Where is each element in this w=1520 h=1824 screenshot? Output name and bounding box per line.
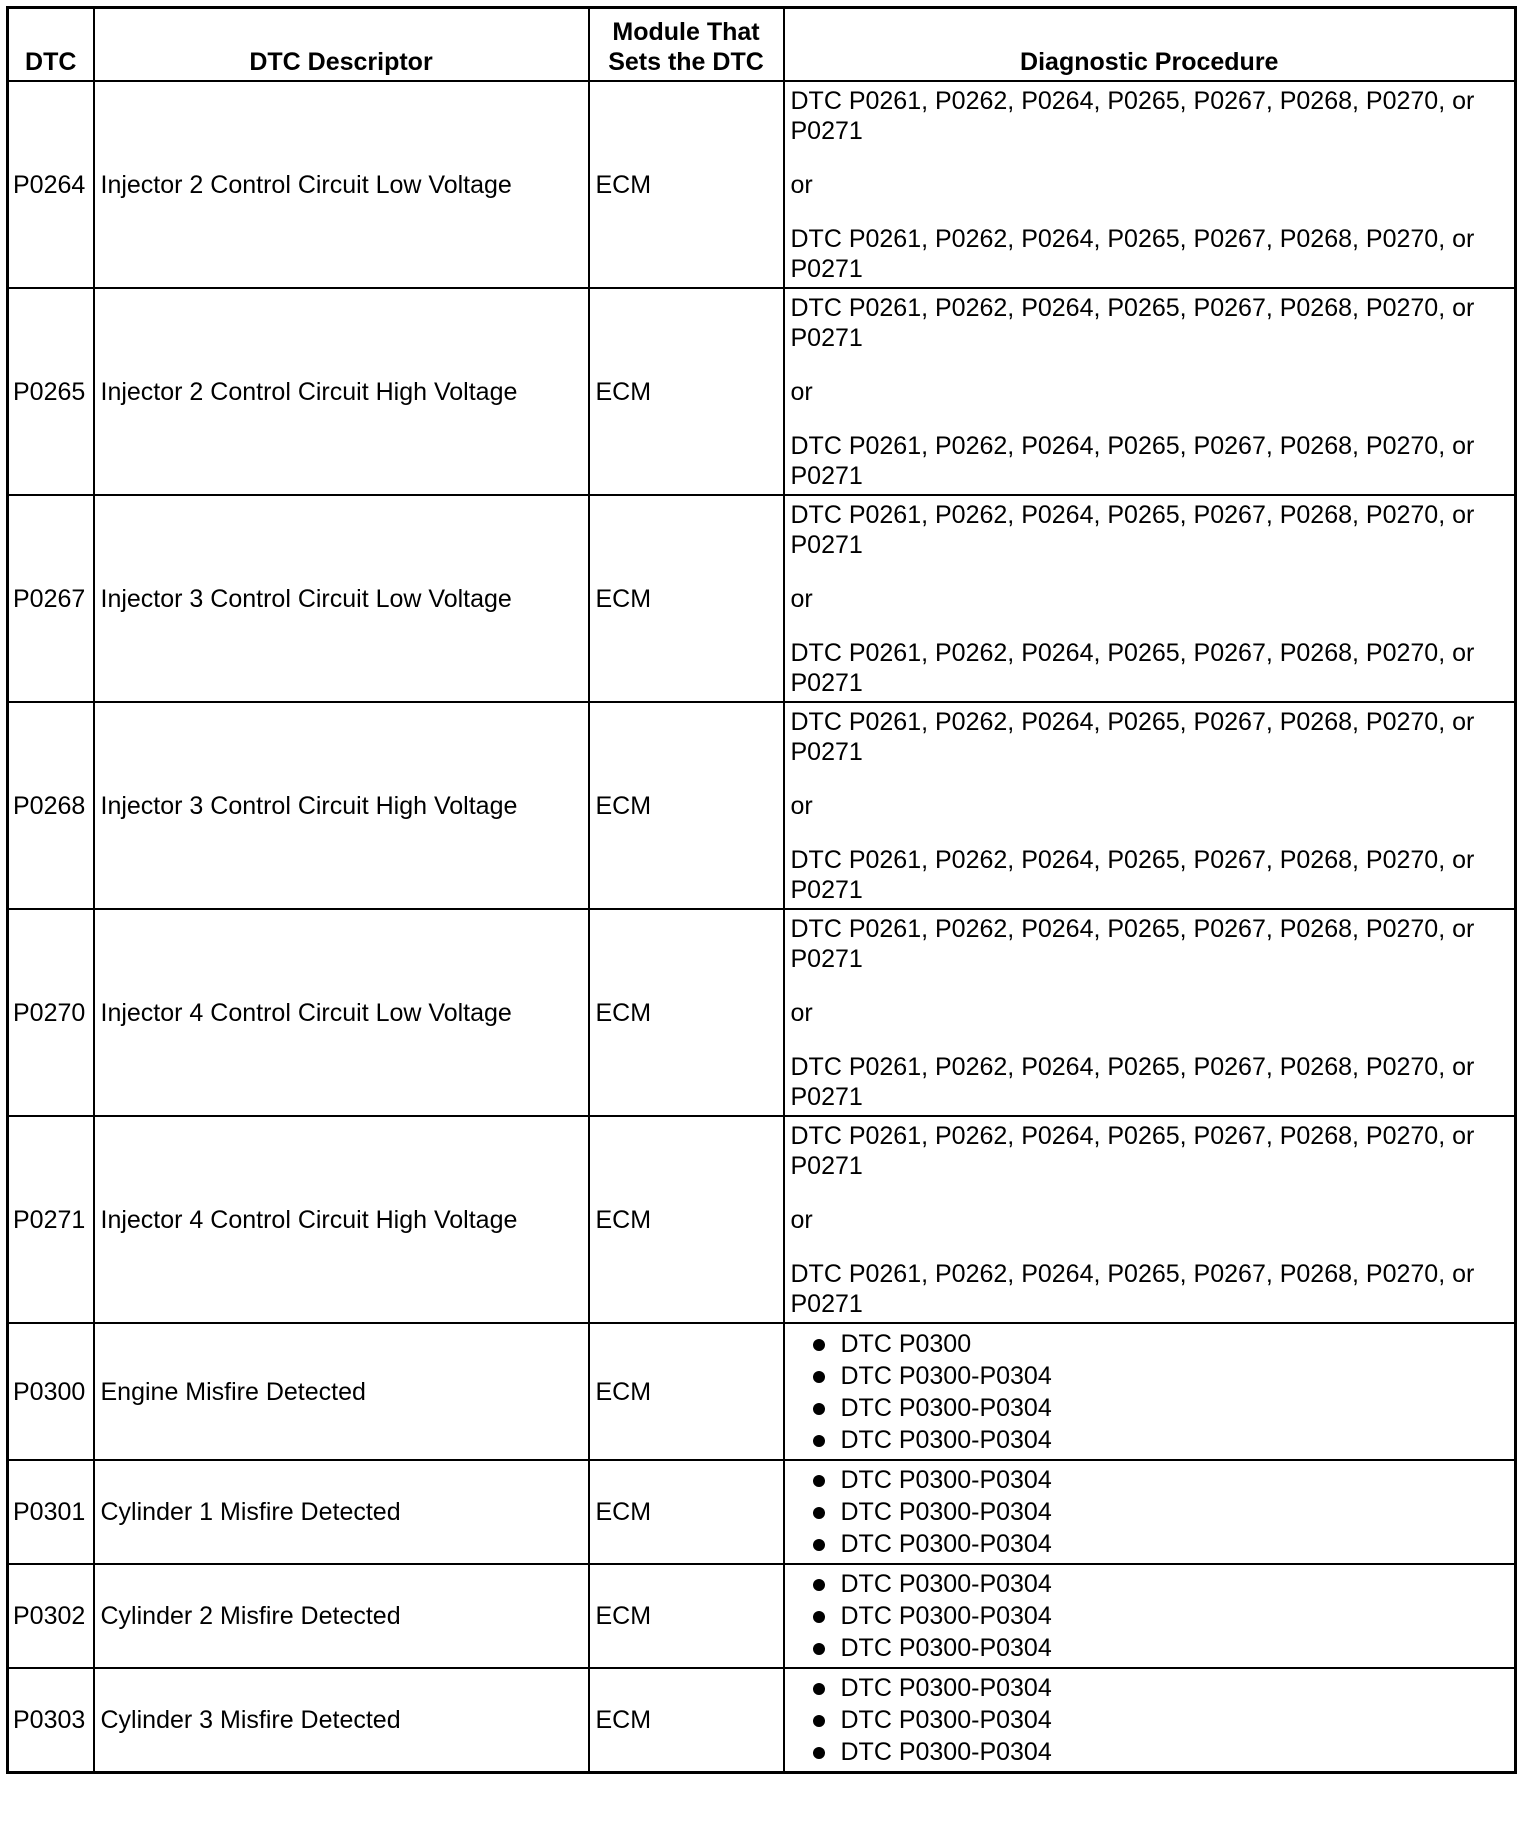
procedure-link[interactable]: DTC P0300-P0304 bbox=[809, 1632, 1509, 1664]
diagnostic-procedure bbox=[784, 1460, 1516, 1564]
procedure-link[interactable]: DTC P0261, P0262, P0264, P0265, P0267, P0268, P0270, or P0271 bbox=[790, 1259, 1475, 1318]
module-name: ECM bbox=[589, 702, 784, 909]
procedure-link[interactable]: DTC P0300-P0304 bbox=[809, 1736, 1509, 1768]
header-module-line2: Sets the DTC bbox=[608, 48, 764, 76]
procedure-or: or bbox=[790, 377, 813, 406]
procedure-link[interactable]: DTC P0300-P0304 bbox=[809, 1424, 1509, 1456]
dtc-code: P0265 bbox=[8, 288, 94, 495]
dtc-code: P0302 bbox=[8, 1564, 94, 1668]
procedure-list bbox=[791, 1672, 1509, 1768]
procedure-link[interactable]: DTC P0300-P0304 bbox=[809, 1568, 1509, 1600]
module-name: ECM bbox=[589, 1564, 784, 1668]
table-row bbox=[8, 702, 1516, 909]
diagnostic-procedure bbox=[784, 702, 1516, 909]
diagnostic-procedure bbox=[784, 1323, 1516, 1460]
diagnostic-procedure bbox=[784, 909, 1516, 1116]
procedure-link[interactable]: DTC P0261, P0262, P0264, P0265, P0267, P0268, P0270, or P0271 bbox=[790, 1121, 1475, 1180]
dtc-code: P0303 bbox=[8, 1668, 94, 1773]
table-row bbox=[8, 1116, 1516, 1323]
dtc-descriptor: Injector 3 Control Circuit Low Voltage bbox=[94, 495, 589, 702]
dtc-descriptor: Injector 4 Control Circuit High Voltage bbox=[94, 1116, 589, 1323]
procedure-link[interactable]: DTC P0300-P0304 bbox=[809, 1496, 1509, 1528]
procedure-list bbox=[791, 1328, 1509, 1456]
procedure-or: or bbox=[790, 791, 813, 820]
dtc-descriptor: Injector 2 Control Circuit High Voltage bbox=[94, 288, 589, 495]
table-row bbox=[8, 81, 1516, 288]
diagnostic-procedure bbox=[784, 1564, 1516, 1668]
table-row bbox=[8, 909, 1516, 1116]
dtc-code: P0268 bbox=[8, 702, 94, 909]
header-dtc: DTC bbox=[8, 8, 94, 82]
procedure-link[interactable]: DTC P0261, P0262, P0264, P0265, P0267, P0268, P0270, or P0271 bbox=[790, 707, 1475, 766]
table-row bbox=[8, 495, 1516, 702]
table-header-row bbox=[8, 8, 1516, 82]
dtc-descriptor: Injector 3 Control Circuit High Voltage bbox=[94, 702, 589, 909]
diagnostic-procedure bbox=[784, 495, 1516, 702]
procedure-link[interactable]: DTC P0261, P0262, P0264, P0265, P0267, P0268, P0270, or P0271 bbox=[790, 293, 1475, 352]
module-name: ECM bbox=[589, 81, 784, 288]
module-name: ECM bbox=[589, 1460, 784, 1564]
dtc-code: P0271 bbox=[8, 1116, 94, 1323]
table-row bbox=[8, 1564, 1516, 1668]
dtc-descriptor: Injector 2 Control Circuit Low Voltage bbox=[94, 81, 589, 288]
module-name: ECM bbox=[589, 1116, 784, 1323]
diagnostic-procedure bbox=[784, 81, 1516, 288]
header-descriptor: DTC Descriptor bbox=[94, 8, 589, 82]
procedure-link[interactable]: DTC P0300-P0304 bbox=[809, 1464, 1509, 1496]
dtc-code: P0270 bbox=[8, 909, 94, 1116]
procedure-or: or bbox=[790, 1205, 813, 1234]
module-name: ECM bbox=[589, 495, 784, 702]
dtc-code: P0264 bbox=[8, 81, 94, 288]
procedure-link[interactable]: DTC P0300-P0304 bbox=[809, 1360, 1509, 1392]
procedure-list bbox=[791, 1568, 1509, 1664]
dtc-code: P0267 bbox=[8, 495, 94, 702]
procedure-link[interactable]: DTC P0261, P0262, P0264, P0265, P0267, P0268, P0270, or P0271 bbox=[790, 845, 1475, 904]
procedure-link[interactable]: DTC P0300-P0304 bbox=[809, 1704, 1509, 1736]
table-row bbox=[8, 1323, 1516, 1460]
module-name: ECM bbox=[589, 1323, 784, 1460]
diagnostic-procedure bbox=[784, 1116, 1516, 1323]
dtc-table bbox=[6, 6, 1517, 1774]
procedure-link[interactable]: DTC P0300 bbox=[809, 1328, 1509, 1360]
procedure-list bbox=[791, 1464, 1509, 1560]
dtc-code: P0300 bbox=[8, 1323, 94, 1460]
dtc-descriptor: Engine Misfire Detected bbox=[94, 1323, 589, 1460]
header-procedure: Diagnostic Procedure bbox=[784, 8, 1516, 82]
procedure-or: or bbox=[790, 998, 813, 1027]
procedure-link[interactable]: DTC P0261, P0262, P0264, P0265, P0267, P0268, P0270, or P0271 bbox=[790, 431, 1475, 490]
procedure-link[interactable]: DTC P0261, P0262, P0264, P0265, P0267, P0268, P0270, or P0271 bbox=[790, 500, 1475, 559]
procedure-or: or bbox=[790, 584, 813, 613]
procedure-link[interactable]: DTC P0261, P0262, P0264, P0265, P0267, P0268, P0270, or P0271 bbox=[790, 914, 1475, 973]
dtc-descriptor: Cylinder 3 Misfire Detected bbox=[94, 1668, 589, 1773]
procedure-link[interactable]: DTC P0300-P0304 bbox=[809, 1672, 1509, 1704]
procedure-link[interactable]: DTC P0300-P0304 bbox=[809, 1392, 1509, 1424]
dtc-code: P0301 bbox=[8, 1460, 94, 1564]
procedure-link[interactable]: DTC P0261, P0262, P0264, P0265, P0267, P0268, P0270, or P0271 bbox=[790, 638, 1475, 697]
table-row bbox=[8, 288, 1516, 495]
module-name: ECM bbox=[589, 288, 784, 495]
procedure-link[interactable]: DTC P0261, P0262, P0264, P0265, P0267, P0268, P0270, or P0271 bbox=[790, 86, 1475, 145]
module-name: ECM bbox=[589, 1668, 784, 1773]
dtc-descriptor: Cylinder 2 Misfire Detected bbox=[94, 1564, 589, 1668]
module-name: ECM bbox=[589, 909, 784, 1116]
procedure-link[interactable]: DTC P0261, P0262, P0264, P0265, P0267, P0268, P0270, or P0271 bbox=[790, 224, 1475, 283]
dtc-descriptor: Cylinder 1 Misfire Detected bbox=[94, 1460, 589, 1564]
header-module bbox=[589, 8, 784, 82]
table-row bbox=[8, 1668, 1516, 1773]
procedure-link[interactable]: DTC P0300-P0304 bbox=[809, 1528, 1509, 1560]
dtc-descriptor: Injector 4 Control Circuit Low Voltage bbox=[94, 909, 589, 1116]
procedure-link[interactable]: DTC P0261, P0262, P0264, P0265, P0267, P0268, P0270, or P0271 bbox=[790, 1052, 1475, 1111]
procedure-link[interactable]: DTC P0300-P0304 bbox=[809, 1600, 1509, 1632]
diagnostic-procedure bbox=[784, 1668, 1516, 1773]
procedure-or: or bbox=[790, 170, 813, 199]
diagnostic-procedure bbox=[784, 288, 1516, 495]
table-row bbox=[8, 1460, 1516, 1564]
header-module-line1: Module That bbox=[612, 18, 760, 46]
